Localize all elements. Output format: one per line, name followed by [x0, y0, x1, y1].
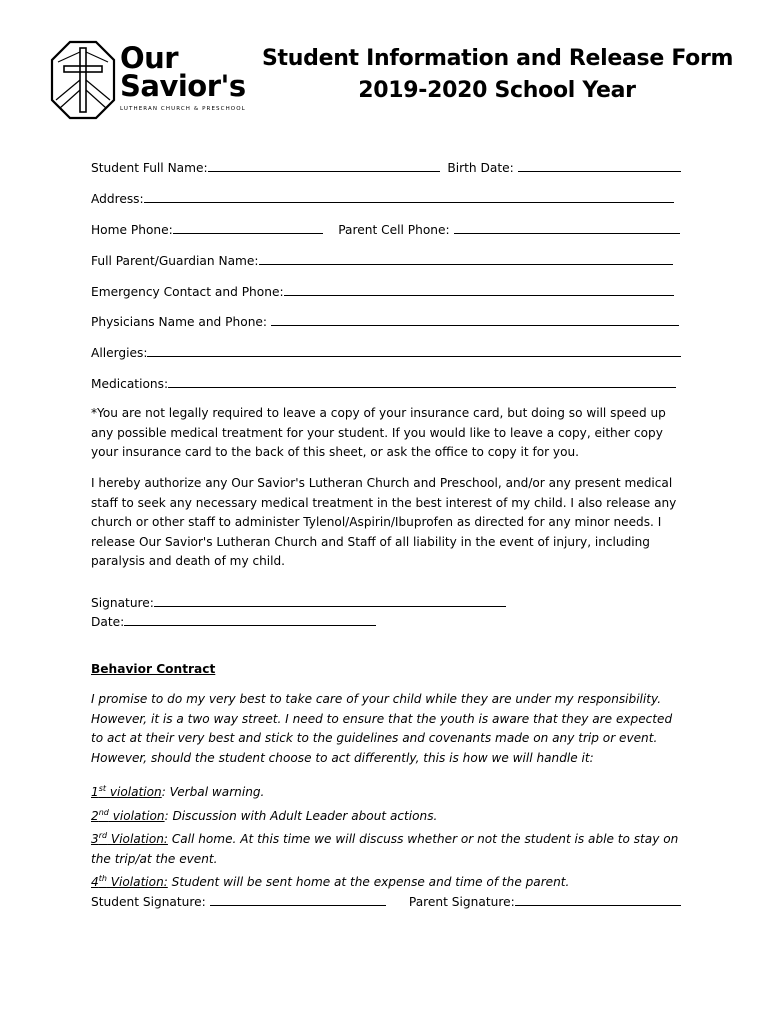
violation-3: 3rd Violation: Call home. At this time we will discuss whether or not the student is able to stay on: [91, 831, 679, 847]
address-row: [91, 191, 681, 206]
school-year: 2019-2020 School Year: [358, 78, 636, 103]
physician-field[interactable]: [271, 314, 679, 326]
date-row: [91, 614, 681, 629]
home-phone-label: Home Phone:: [91, 223, 173, 237]
medications-label: Medications:: [91, 377, 169, 391]
student-name-field[interactable]: [208, 160, 440, 172]
authorization-paragraph: I hereby authorize any Our Savior's Lutheran Church and Preschool, and/or any present medical staff to seek any necessary medical treatment in the best interest of my child. I also release any church or other staff to administer Tylenol/Aspirin/Ibuprofen as directed for any minor needs. I release Our Savior's Lutheran Church and Staff of all liability in the event of injury, including paralysis and death of my child.: [91, 476, 677, 568]
signature-row: [91, 595, 681, 610]
student-info-row: [91, 160, 681, 175]
parent-signature-label: Parent Signature:: [408, 895, 515, 909]
parent-cell-field[interactable]: [454, 222, 680, 234]
birth-date-label: Birth Date:: [447, 161, 514, 175]
violation-1: 1st violation: Verbal warning.: [91, 784, 265, 800]
cross-icon: [50, 40, 116, 120]
phone-row: [91, 222, 681, 237]
church-logo: [50, 40, 250, 120]
medications-row: [91, 376, 681, 391]
violation-list: [91, 779, 681, 893]
allergies-label: Allergies:: [91, 346, 148, 360]
emergency-contact-field[interactable]: [284, 284, 674, 296]
guardian-row: [91, 253, 681, 268]
parent-cell-label: Parent Cell Phone:: [338, 223, 450, 237]
form-title: Student Information and Release Form: [262, 46, 734, 71]
violation-4: 4th Violation: Student will be sent home at the expense and time of the parent.: [91, 874, 570, 890]
signature-label: Signature:: [91, 596, 154, 610]
allergies-field[interactable]: [147, 345, 681, 357]
behavior-paragraph: I promise to do my very best to take care of your child while they are under my responsibility. However, it is a two way street. I need to ensure that the youth is aware that they are expected to act at their very best and stick to the guidelines and covenants made on any trip or event. However, should the student choose to act differently, this is how we will handle it:: [91, 692, 673, 765]
allergies-row: [91, 345, 681, 360]
physician-label: Physicians Name and Phone:: [91, 315, 268, 329]
medications-field[interactable]: [168, 376, 676, 388]
address-label: Address:: [91, 192, 144, 206]
student-name-label: Student Full Name:: [91, 161, 208, 175]
emergency-row: [91, 284, 681, 299]
student-signature-label: Student Signature:: [91, 895, 206, 909]
guardian-name-label: Full Parent/Guardian Name:: [91, 254, 259, 268]
emergency-contact-label: Emergency Contact and Phone:: [91, 285, 284, 299]
date-field[interactable]: [124, 614, 376, 626]
birth-date-field[interactable]: [518, 160, 681, 172]
final-signatures-row: [91, 894, 681, 909]
date-label: Date:: [91, 615, 125, 629]
parent-signature-field[interactable]: [515, 894, 681, 906]
address-field[interactable]: [144, 191, 674, 203]
violation-3-continued: the trip/at the event.: [91, 851, 218, 866]
behavior-contract-heading: Behavior Contract: [91, 662, 216, 676]
insurance-note: *You are not legally required to leave a copy of your insurance card, but doing so will speed up any possible medical treatment for your student. If you would like to leave a copy, either copy your insurance card to the back of this sheet, or ask the office to copy it for you.: [91, 406, 666, 459]
student-signature-field[interactable]: [210, 894, 386, 906]
logo-wordmark: Our Savior's: [120, 41, 246, 103]
home-phone-field[interactable]: [173, 222, 323, 234]
guardian-name-field[interactable]: [259, 253, 673, 265]
signature-field[interactable]: [154, 595, 506, 607]
logo-tagline: LUTHERAN CHURCH & PRESCHOOL: [120, 106, 246, 112]
physician-row: [91, 314, 681, 329]
violation-2: 2nd violation: Discussion with Adult Leader about actions.: [91, 807, 438, 823]
